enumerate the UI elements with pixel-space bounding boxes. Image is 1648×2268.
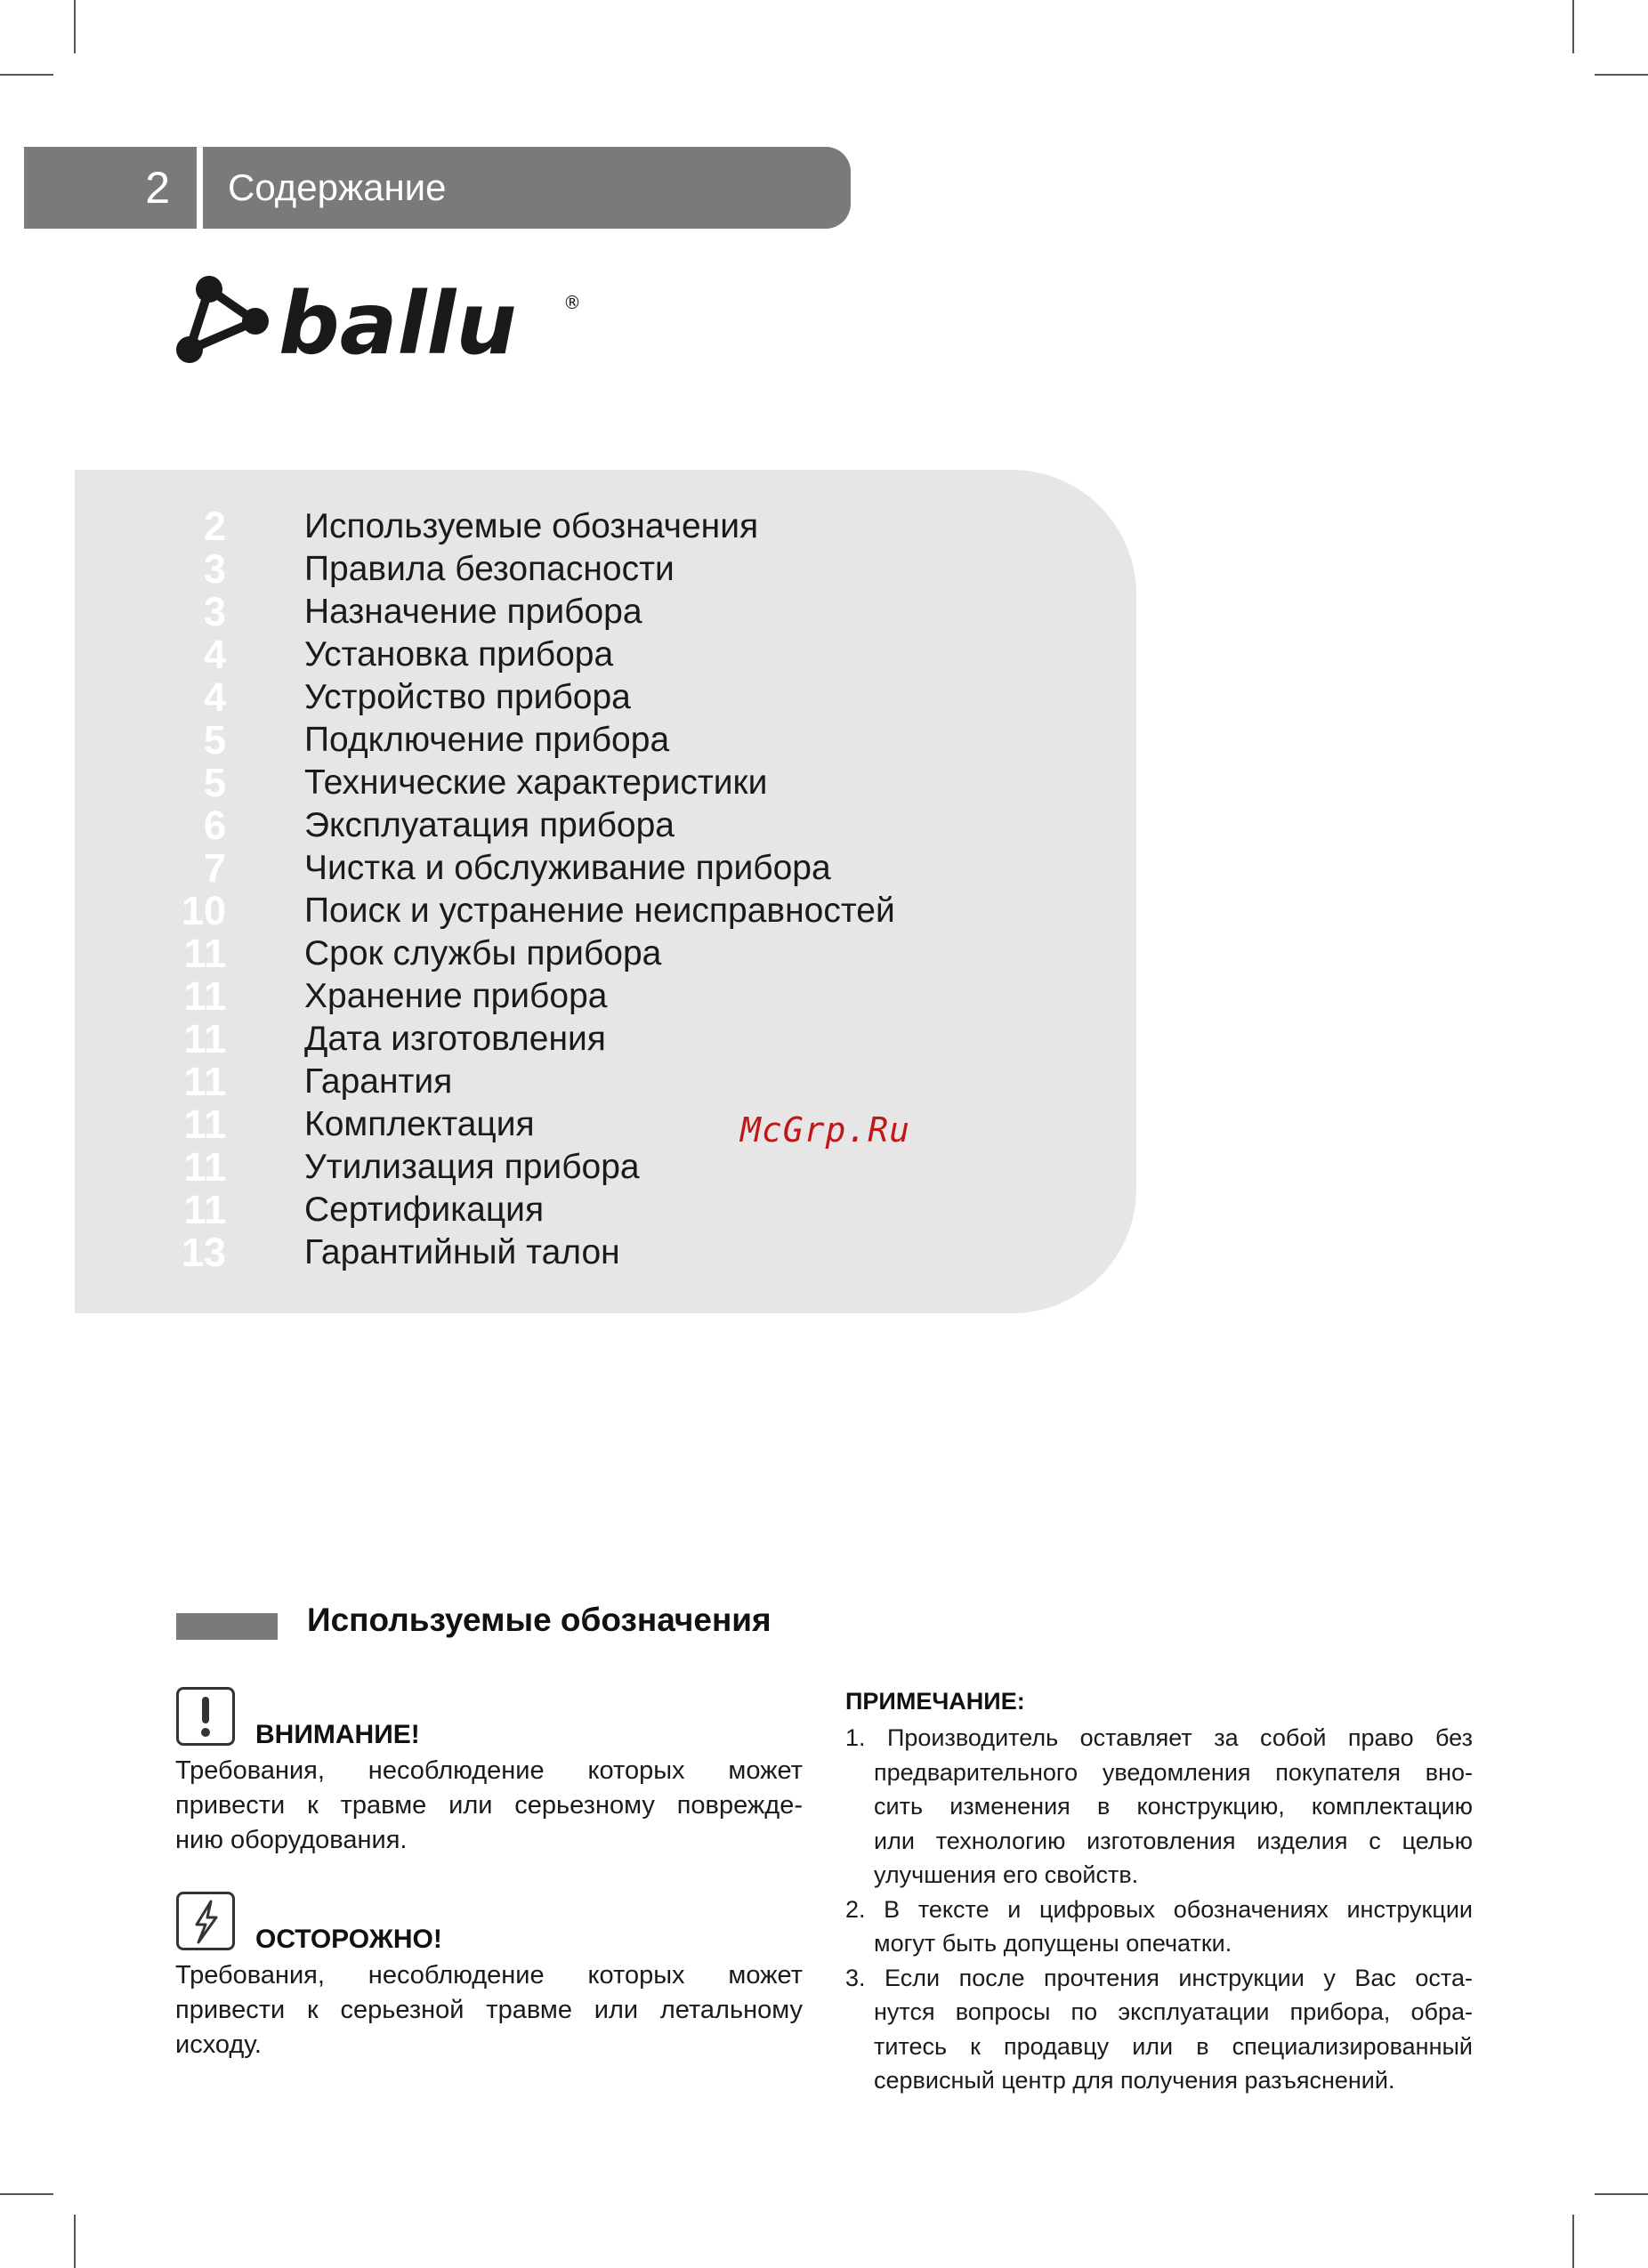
ballu-logo-icon: [174, 271, 592, 369]
crop-mark: [74, 2215, 76, 2268]
lightning-glyph: [179, 1894, 232, 1948]
note-line: 3. Если после прочтения инструкции у Вас оста-: [845, 1964, 1473, 1991]
toc-page-number: 4: [203, 632, 226, 677]
toc-page-number: 5: [203, 760, 226, 805]
note-line: могут быть допущены опечатки.: [874, 1930, 1232, 1957]
warning-line: нию оборудования.: [175, 1826, 408, 1854]
toc-item[interactable]: [75, 1189, 1054, 1231]
toc-item[interactable]: [75, 847, 1054, 890]
toc-title: Комплектация: [304, 1105, 535, 1143]
crop-mark: [1595, 74, 1648, 76]
toc-page-number: 5: [203, 717, 226, 763]
toc-page-number: 11: [183, 1059, 226, 1104]
toc-item[interactable]: [75, 890, 1054, 932]
note-line: улучшения его свойств.: [874, 1861, 1139, 1888]
toc-page-number: 11: [183, 931, 226, 976]
toc-title: Срок службы прибора: [304, 934, 662, 973]
toc-title: Установка прибора: [304, 635, 614, 674]
toc-page-number: 10: [181, 888, 226, 933]
toc-title: Поиск и устранение неисправностей: [304, 892, 895, 930]
warning-line: Требования, несоблюдение которых может: [175, 1756, 803, 1785]
registered-mark: ®: [563, 292, 581, 313]
warning-heading: ВНИМАНИЕ!: [255, 1720, 420, 1749]
toc-title: Подключение прибора: [304, 721, 670, 759]
note-line: сить изменения в конструкцию, комплектацию: [874, 1793, 1473, 1820]
note-line: 2. В тексте и цифровых обозначениях инструкции: [845, 1895, 1473, 1923]
logo-wordmark: ballu: [279, 274, 517, 369]
toc-page-number: 11: [183, 1016, 226, 1061]
note-line: или технологию изготовления изделия с целью: [874, 1827, 1473, 1854]
toc-title: Назначение прибора: [304, 593, 642, 631]
page-title: Содержание: [203, 147, 851, 229]
toc-item[interactable]: [75, 1231, 1054, 1274]
exclamation-icon: [176, 1687, 235, 1746]
toc-item[interactable]: [75, 932, 1054, 975]
toc-page-number: 11: [183, 973, 226, 1019]
toc-page-number: 3: [203, 546, 226, 592]
crop-mark: [74, 0, 76, 53]
section-title: Используемые обозначения: [307, 1602, 771, 1638]
note-heading: ПРИМЕЧАНИЕ:: [845, 1688, 1025, 1715]
toc-page-number: 11: [183, 1187, 226, 1232]
exclamation-glyph: [179, 1690, 232, 1743]
crop-mark: [0, 2193, 53, 2195]
toc-item[interactable]: [75, 804, 1054, 847]
toc-title: Гарантия: [304, 1062, 453, 1101]
table-of-contents: [75, 470, 1136, 1313]
toc-page-number: 11: [183, 1102, 226, 1147]
caution-heading: ОСТОРОЖНО!: [255, 1925, 442, 1954]
caution-line: исходу.: [175, 2030, 262, 2059]
toc-item[interactable]: [75, 719, 1054, 762]
toc-item[interactable]: [75, 634, 1054, 676]
toc-title: Эксплуатация прибора: [304, 806, 675, 844]
note-line: предварительного уведомления покупателя вно-: [874, 1758, 1473, 1786]
toc-item[interactable]: [75, 676, 1054, 719]
crop-mark: [1572, 2215, 1574, 2268]
caution-line: привести к серьезной травме или летальному: [175, 1996, 803, 2024]
caution-text: [175, 1958, 803, 2062]
toc-page-number: 6: [203, 803, 226, 848]
toc-item[interactable]: [75, 1146, 1054, 1189]
crop-mark: [1595, 2193, 1648, 2195]
toc-item[interactable]: [75, 505, 1054, 548]
toc-title: Сертификация: [304, 1190, 545, 1229]
toc-item[interactable]: [75, 1061, 1054, 1103]
toc-page-number: 13: [181, 1230, 226, 1275]
toc-item[interactable]: [75, 762, 1054, 804]
toc-title: Утилизация прибора: [304, 1148, 640, 1186]
brand-logo: [174, 271, 592, 369]
toc-title: Гарантийный талон: [304, 1233, 620, 1271]
toc-page-number: 2: [203, 504, 226, 549]
toc-page-number: 7: [203, 845, 226, 891]
note-list: [845, 1721, 1473, 2098]
caution-line: Требования, несоблюдение которых может: [175, 1961, 803, 1990]
toc-title: Используемые обозначения: [304, 507, 759, 545]
toc-item[interactable]: [75, 591, 1054, 634]
warning-line: привести к травме или серьезному поврежде-: [175, 1791, 803, 1820]
toc-page-number: 11: [183, 1144, 226, 1190]
toc-title: Дата изготовления: [304, 1020, 606, 1058]
toc-title: Хранение прибора: [304, 977, 608, 1015]
toc-item[interactable]: [75, 1018, 1054, 1061]
toc-title: Правила безопасности: [304, 550, 675, 588]
note-line: 1. Производитель оставляет за собой право без: [845, 1724, 1473, 1751]
toc-item[interactable]: [75, 975, 1054, 1018]
crop-mark: [0, 74, 53, 76]
toc-page-number: 3: [203, 589, 226, 634]
page-number: 2: [24, 147, 197, 229]
section-marker: [176, 1613, 278, 1640]
toc-title: Чистка и обслуживание прибора: [304, 849, 831, 887]
note-line: нутся вопросы по эксплуатации прибора, обра-: [874, 1998, 1473, 2025]
toc-page-number: 4: [203, 674, 226, 720]
lightning-icon: [176, 1892, 235, 1950]
note-line: сервисный центр для получения разъяснений.: [874, 2067, 1395, 2094]
toc-item[interactable]: [75, 548, 1054, 591]
note-line: титесь к продавцу или в специализированный: [874, 2032, 1473, 2060]
warning-text: [175, 1754, 803, 1858]
crop-mark: [1572, 0, 1574, 53]
toc-title: Технические характеристики: [304, 763, 768, 802]
watermark: McGrp.Ru: [740, 1110, 911, 1150]
toc-title: Устройство прибора: [304, 678, 631, 716]
